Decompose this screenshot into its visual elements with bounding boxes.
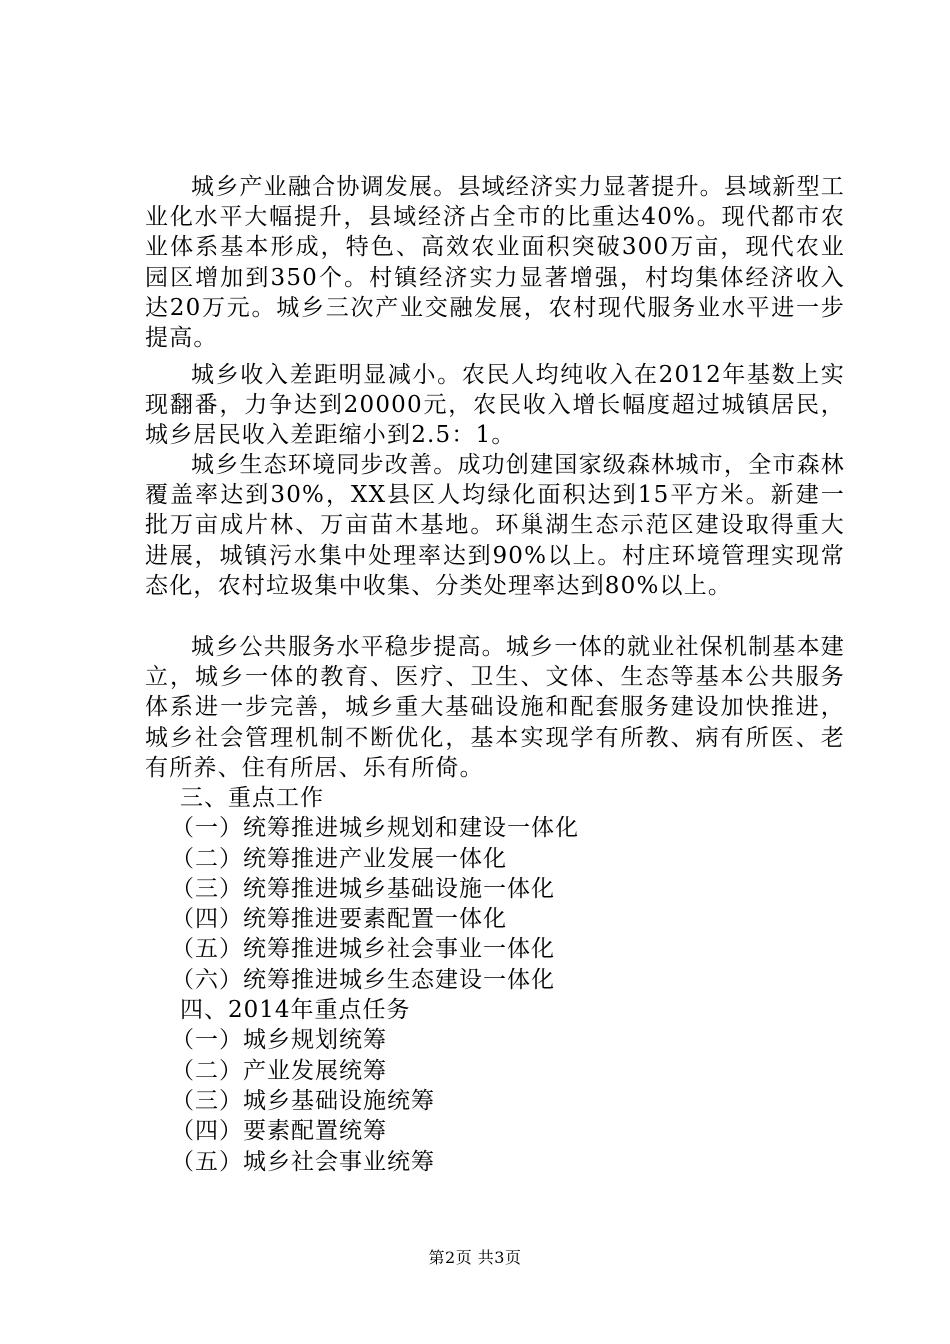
- list-item: （五）城乡社会事业统筹: [171, 1148, 435, 1175]
- paragraph-ecology: 城乡生态环境同步改善。成功创建国家级森林城市，全市森林覆盖率达到30%，XX县区人均绿化面积达到15平方米。新建一批万亩成片林、万亩苗木基地。环巢湖生态示范区建设取得重大进展，城镇污水集中处理率达到90%以上。村庄环境管理实现常态化，农村垃圾集中收集、分类处理率达到80%以上。: [145, 452, 845, 599]
- list-item: （一）城乡规划统筹: [171, 1027, 387, 1054]
- list-item: （四）统筹推进要素配置一体化: [171, 906, 507, 933]
- list-item: （三）城乡基础设施统筹: [171, 1087, 435, 1114]
- list-item: （二）统筹推进产业发展一体化: [171, 845, 507, 872]
- list-item: （二）产业发展统筹: [171, 1057, 387, 1084]
- section-heading-key-work: 三、重点工作: [180, 785, 324, 811]
- paragraph-income: 城乡收入差距明显减小。农民人均纯收入在2012年基数上实现翻番，力争达到20000元，农民收入增长幅度超过城镇居民，城乡居民收入差距缩小到2.5：1。: [145, 362, 845, 449]
- paragraph-public-service: 城乡公共服务水平稳步提高。城乡一体的就业社保机制基本建立，城乡一体的教育、医疗、卫生、文体、生态等基本公共服务体系进一步完善，城乡重大基础设施和配套服务建设加快推进，城乡社会管理机制不断优化，基本实现学有所教、病有所医、老有所养、住有所居、乐有所倚。: [145, 634, 845, 781]
- outline-list: [145, 783, 845, 1177]
- list-item: （四）要素配置统筹: [171, 1118, 387, 1145]
- section-heading-2014-tasks: 四、2014年重点任务: [180, 997, 411, 1024]
- paragraph-industry: 城乡产业融合协调发展。县域经济实力显著提升。县域新型工业化水平大幅提升，县域经济占全市的比重达40%。现代都市农业体系基本形成，特色、高效农业面积突破300万亩，现代农业园区增加到350个。村镇经济实力显著增强，村均集体经济收入达20万元。城乡三次产业交融发展，农村现代服务业水平进一步提高。: [145, 174, 845, 352]
- list-item: （六）统筹推进城乡生态建设一体化: [171, 966, 555, 993]
- list-item: （三）统筹推进城乡基础设施一体化: [171, 875, 555, 902]
- page-number-footer: 第2页 共3页: [428, 1248, 522, 1267]
- list-item: （五）统筹推进城乡社会事业一体化: [171, 936, 555, 963]
- list-item: （一）统筹推进城乡规划和建设一体化: [171, 815, 579, 842]
